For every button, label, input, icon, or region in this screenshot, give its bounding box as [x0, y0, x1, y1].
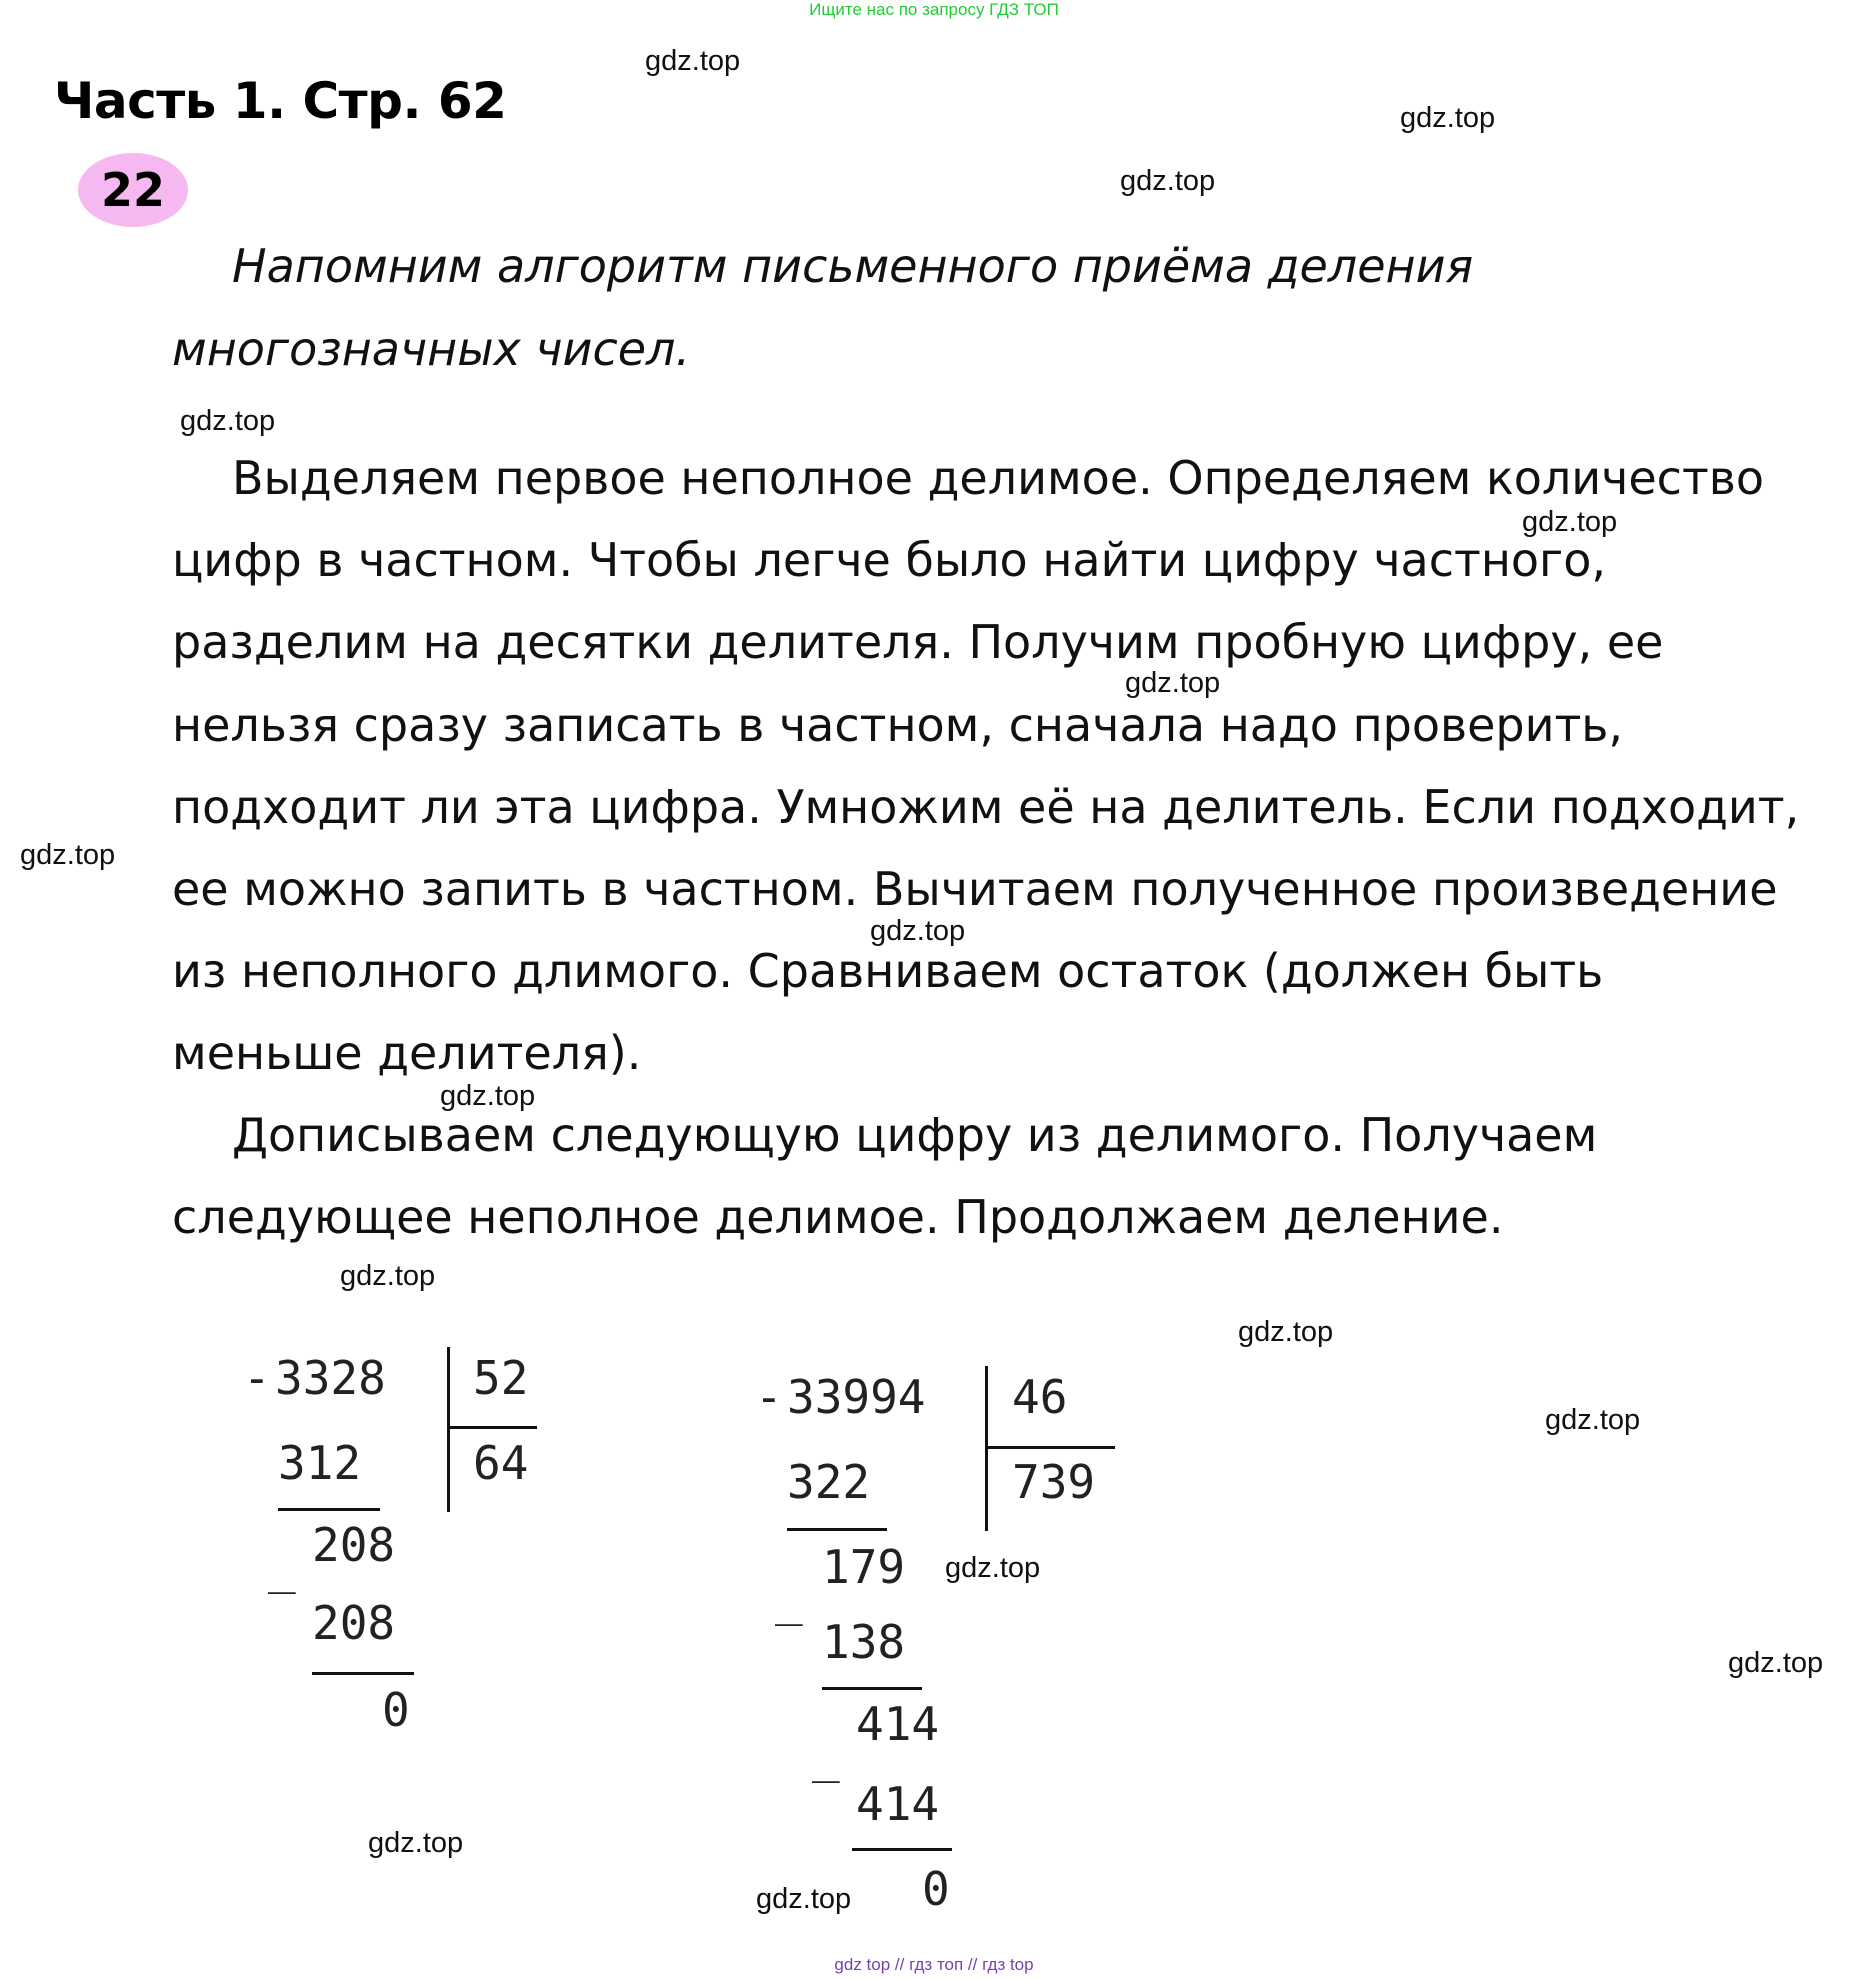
division2-divisor: 46: [1012, 1370, 1068, 1424]
watermark: gdz.top: [1400, 102, 1496, 134]
division2-remainder: 0: [922, 1862, 950, 1916]
paragraph1-line-5: подходит ли эта цифра. Умножим её на делитель. Если подходит,: [172, 780, 1800, 834]
top-banner: Ищите нас по запросу ГДЗ ТОП: [809, 0, 1059, 19]
task-number-badge: 22: [78, 153, 188, 227]
division2-step-1: 322: [787, 1455, 871, 1509]
division2-step-5: 414: [856, 1777, 940, 1831]
division2-step-2: 179: [822, 1540, 906, 1594]
division1-dividend: 3328: [275, 1351, 386, 1405]
division2-rule-2: [822, 1687, 922, 1690]
division1-rule-1: [278, 1508, 380, 1511]
division1-remainder: 0: [382, 1683, 410, 1737]
paragraph2-line-2: следующее неполное делимое. Продолжаем деление.: [172, 1190, 1504, 1244]
intro-line-2: многозначных чисел.: [172, 322, 691, 376]
watermark: gdz.top: [20, 839, 116, 871]
watermark: gdz.top: [1238, 1316, 1334, 1348]
watermark: gdz.top: [945, 1552, 1041, 1584]
watermark: gdz.top: [180, 405, 276, 437]
division2-minus: -: [755, 1370, 783, 1424]
division1-divisor: 52: [473, 1351, 529, 1405]
watermark: gdz.top: [756, 1883, 852, 1915]
paragraph2-line-1: Дописываем следующую цифру из делимого. Получаем: [232, 1108, 1598, 1162]
paragraph1-line-3: разделим на десятки делителя. Получим пробную цифру, ее: [172, 615, 1664, 669]
paragraph1-line-7: из неполного длимого. Сравниваем остаток (должен быть: [172, 944, 1604, 998]
watermark: gdz.top: [1522, 506, 1618, 538]
division1-quotient-rule: [447, 1426, 537, 1429]
page-title: Часть 1. Стр. 62: [54, 72, 507, 130]
division2-quotient: 739: [1012, 1455, 1096, 1509]
division2-step-3: 138: [822, 1615, 906, 1669]
paragraph1-line-8: меньше делителя).: [172, 1026, 642, 1080]
watermark: gdz.top: [1545, 1404, 1641, 1436]
division2-dividend: 33994: [787, 1370, 926, 1424]
division2-quotient-rule: [985, 1446, 1115, 1449]
watermark: gdz.top: [645, 45, 741, 77]
division2-step-minus-1: _: [775, 1572, 803, 1626]
division2-step-4: 414: [856, 1697, 940, 1751]
division1-step-3: 208: [312, 1596, 396, 1650]
division1-rule-2: [312, 1672, 414, 1675]
division1-step-minus: _: [268, 1540, 296, 1594]
watermark: gdz.top: [1728, 1647, 1824, 1679]
paragraph1-line-2: цифр в частном. Чтобы легче было найти цифру частного,: [172, 533, 1606, 587]
division1-quotient: 64: [473, 1436, 529, 1490]
intro-line-1: Напомним алгоритм письменного приёма деления: [232, 239, 1474, 293]
watermark: gdz.top: [440, 1080, 536, 1112]
watermark: gdz.top: [340, 1260, 436, 1292]
division2-rule-3: [852, 1848, 952, 1851]
division1-step-2: 208: [312, 1518, 396, 1572]
bottom-banner: gdz top // гдз топ // гдз top: [834, 1955, 1034, 1974]
paragraph1-line-4: нельзя сразу записать в частном, сначала надо проверить,: [172, 698, 1624, 752]
division1-step-1: 312: [278, 1436, 362, 1490]
division1-minus: -: [243, 1351, 271, 1405]
division2-rule-1: [787, 1528, 887, 1531]
watermark: gdz.top: [1125, 667, 1221, 699]
watermark: gdz.top: [870, 915, 966, 947]
paragraph1-line-1: Выделяем первое неполное делимое. Определяем количество: [232, 451, 1764, 505]
watermark: gdz.top: [1120, 165, 1216, 197]
paragraph1-line-6: ее можно запить в частном. Вычитаем полученное произведение: [172, 862, 1778, 916]
division2-step-minus-2: _: [812, 1729, 840, 1783]
watermark: gdz.top: [368, 1827, 464, 1859]
division1-vertical-rule: [447, 1347, 450, 1512]
